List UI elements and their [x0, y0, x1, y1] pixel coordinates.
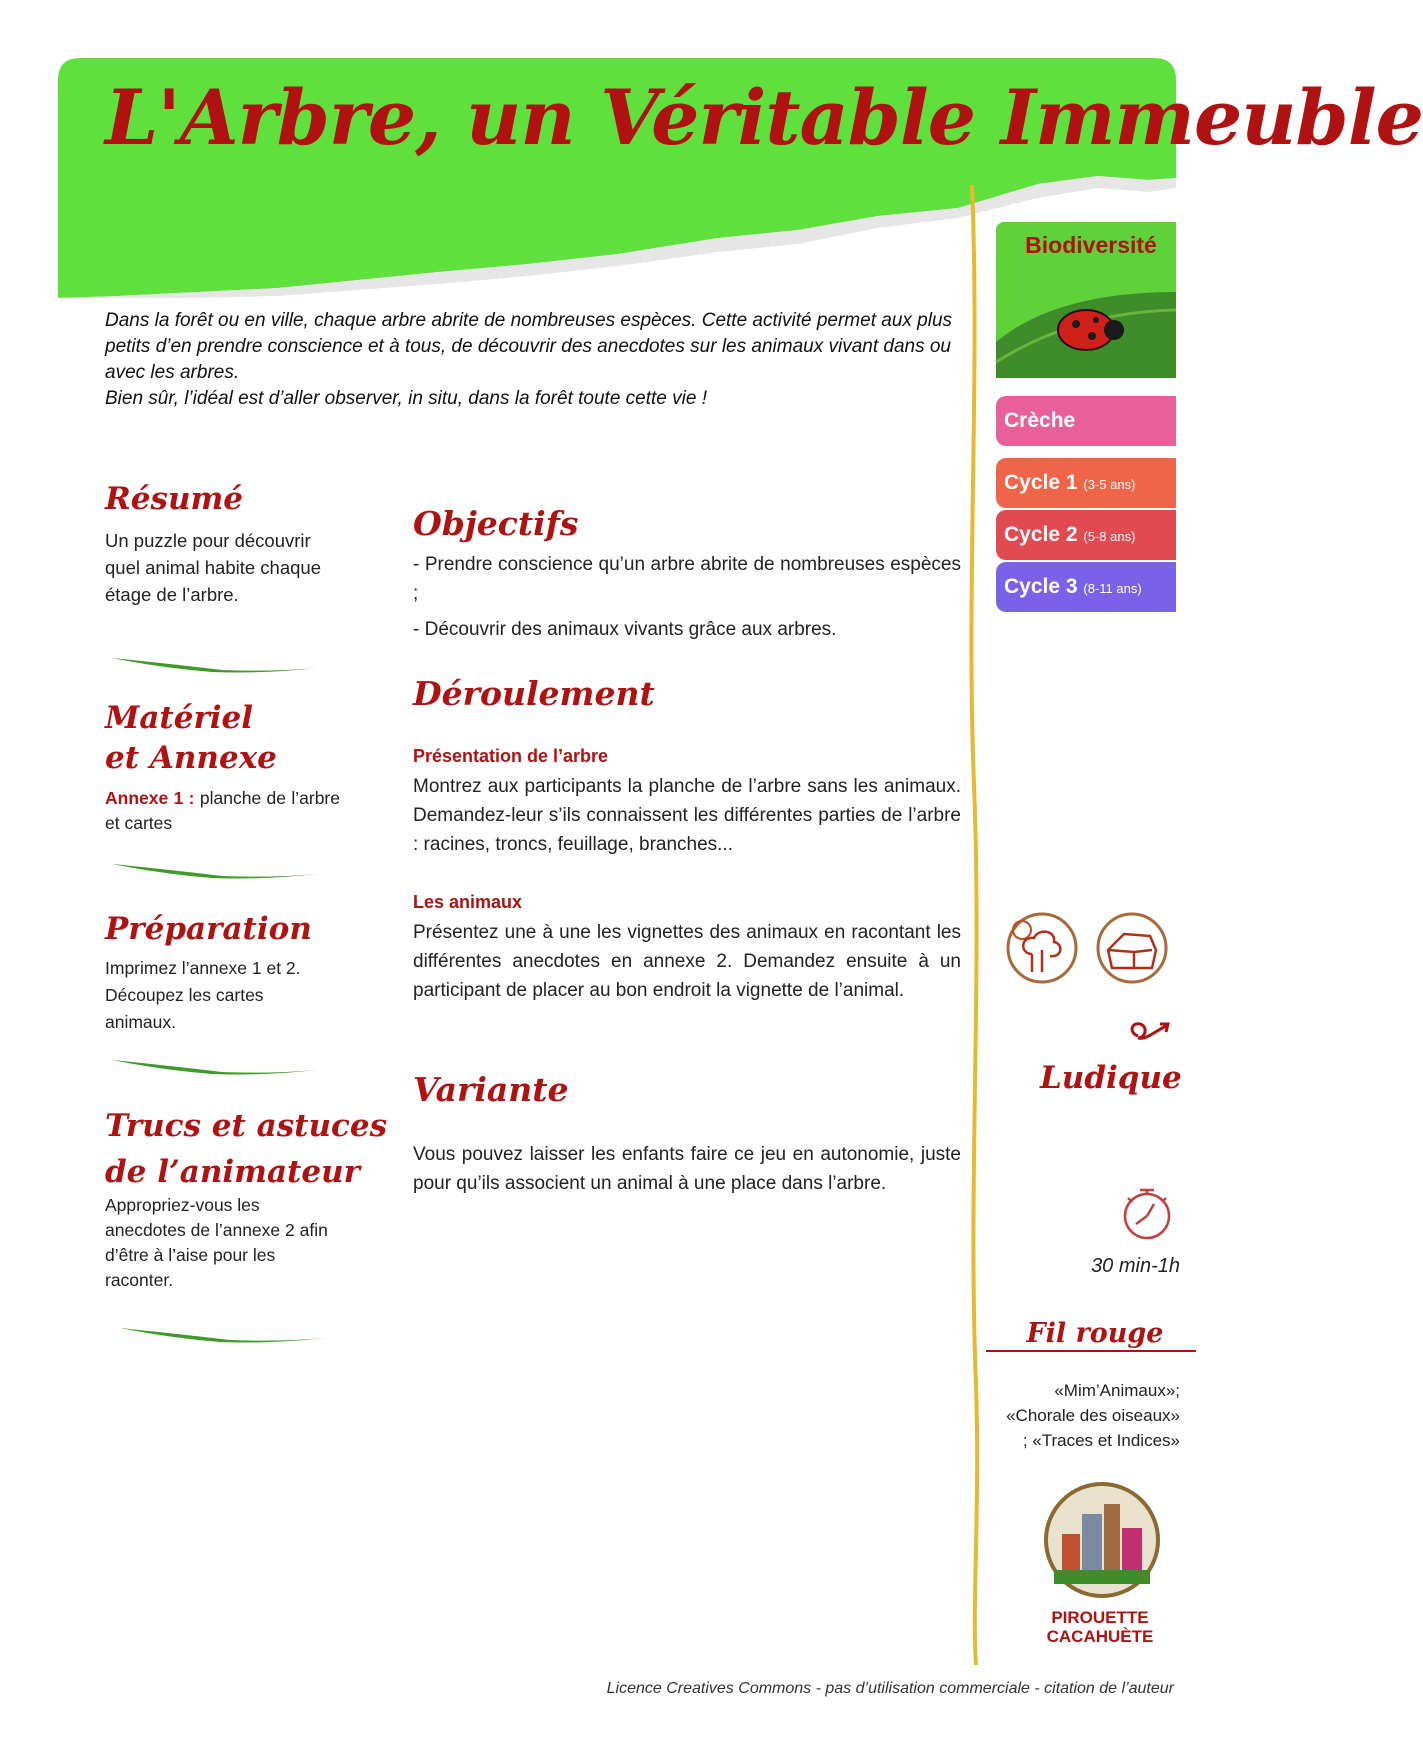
resume-heading: Résumé [105, 481, 244, 517]
trucs-text: Appropriez-vous les anecdotes de l’annexe 2 afin d’être à l’aise pour les raconter. [105, 1195, 328, 1290]
materiel-heading-line-1: Matériel [105, 700, 254, 736]
level-label: Cycle 2 [1004, 523, 1078, 546]
grass-divider [112, 650, 317, 678]
fil-rouge-text: «Mim’Animaux»; «Chorale des oiseaux» ; «Traces et Indices» [1006, 1381, 1180, 1450]
brand-line-1: PIROUETTE [1051, 1608, 1149, 1627]
materiel-heading-line-2: et Annexe [105, 740, 277, 776]
deroulement-subheading-1: Présentation de l’arbre [413, 746, 609, 766]
level-label: Crèche [1004, 409, 1076, 432]
annexe-label: Annexe 1 : [105, 788, 195, 808]
grass-divider [112, 1052, 317, 1080]
deroulement-text-2: Présentez une à une les vignettes des animaux en racontant les différentes anecdotes en annexe 2. Demandez ensuite à un participant de placer au bon endroit la vignette de l’animal. [413, 922, 961, 1001]
brand-line-2: CACAHUÈTE [1046, 1627, 1154, 1646]
trucs-heading-line-2: de l’animateur [105, 1154, 360, 1190]
level-cycle-3 [996, 562, 1176, 612]
level-age: (8-11 ans) [1083, 581, 1142, 596]
activity-duration: 30 min-1h [1091, 1255, 1180, 1277]
variante-heading: Variante [413, 1070, 569, 1109]
variante-text: Vous pouvez laisser les enfants faire ce jeu en autonomie, juste pour qu’ils associent un animal à une place dans l’arbre. [413, 1144, 961, 1194]
fil-rouge-heading: Fil rouge [1026, 1318, 1164, 1349]
house-icon [1094, 910, 1170, 986]
forest-tree-icon [1004, 910, 1080, 986]
level-cycle-2 [996, 510, 1176, 560]
intro-text [105, 308, 957, 412]
objectifs-item-1: - Prendre conscience qu’un arbre abrite de nombreuses espèces ; [413, 554, 961, 604]
theme-label: Biodiversité [1025, 232, 1157, 258]
grass-divider [112, 856, 317, 884]
page-title: L'Arbre, un Véritable Immeuble [105, 73, 1423, 162]
pirouette-logo [1040, 1474, 1170, 1604]
resume-text: Un puzzle pour découvrir quel animal habite chaque étage de l’arbre. [105, 530, 321, 605]
level-cycle-1 [996, 458, 1176, 508]
annexe-text: planche de l’arbre et cartes [105, 788, 340, 833]
stopwatch-icon [1118, 1184, 1176, 1244]
preparation-heading: Préparation [105, 911, 312, 947]
intro-paragraph: Dans la forêt ou en ville, chaque arbre abrite de nombreuses espèces. Cette activité permet aux plus petits d’en prendre conscience et à tous, de découvrir des anecdotes sur les animaux vivant dans ou avec les arbres. [105, 310, 953, 383]
intro-paragraph-2: Bien sûr, l’idéal est d’aller observer, in situ, dans la forêt toute cette vie ! [105, 388, 707, 409]
preparation-text: Imprimez l’annexe 1 et 2. Découpez les cartes animaux. [105, 958, 301, 1032]
objectifs-heading: Objectifs [413, 504, 579, 543]
deroulement-heading: Déroulement [413, 674, 655, 713]
trucs-heading [105, 1103, 405, 1195]
materiel-text [105, 786, 340, 836]
vine-divider [960, 185, 990, 1665]
level-age: (5-8 ans) [1083, 529, 1136, 544]
licence-footer: Licence Creatives Commons - pas d’utilisation commerciale - citation de l’auteur [606, 1680, 1174, 1697]
objectifs-item-2: - Découvrir des animaux vivants grâce aux arbres. [413, 619, 837, 640]
level-age: (3-5 ans) [1083, 477, 1136, 492]
deroulement-text-1: Montrez aux participants la planche de l’arbre sans les animaux. Demandez-leur s’ils connaissent les différentes parties de l’arbre : racines, troncs, feuillage, branches... [413, 776, 961, 855]
trucs-heading-line-1: Trucs et astuces [105, 1108, 388, 1144]
activity-style: Ludique [1040, 1060, 1182, 1096]
fil-rouge-underline [986, 1348, 1196, 1354]
materiel-heading [105, 698, 405, 778]
swirl-arrow-icon [1128, 1018, 1172, 1046]
level-label: Cycle 1 [1004, 471, 1078, 494]
deroulement-subheading-2: Les animaux [413, 892, 523, 912]
level-label: Cycle 3 [1004, 575, 1078, 598]
brand-name [1040, 1608, 1160, 1646]
level-creche [996, 396, 1176, 446]
grass-divider [120, 1320, 325, 1348]
